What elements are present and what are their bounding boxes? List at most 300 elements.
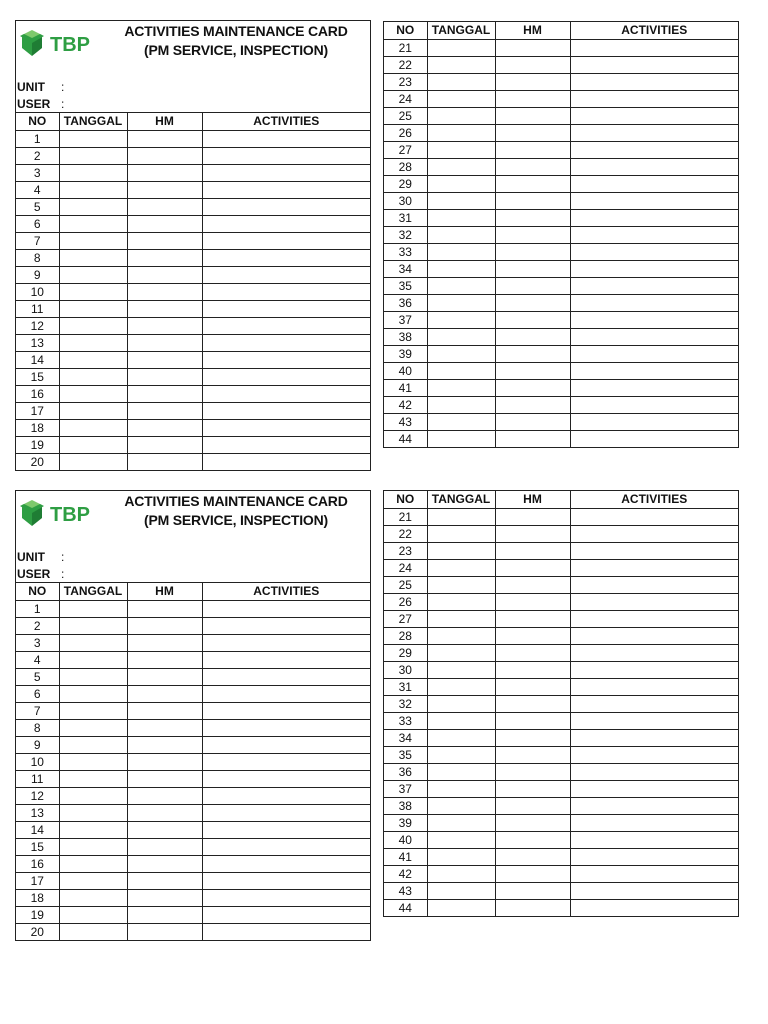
hm-cell[interactable] <box>127 300 202 317</box>
table-row <box>384 610 738 627</box>
tanggal-cell[interactable] <box>59 634 127 651</box>
activities-cell[interactable] <box>202 770 370 787</box>
hm-cell[interactable] <box>127 634 202 651</box>
activities-cell[interactable] <box>202 130 370 147</box>
row-no-cell: 21 <box>384 508 427 525</box>
hm-cell[interactable] <box>495 865 570 882</box>
activities-cell[interactable] <box>570 508 738 525</box>
activities-cell[interactable] <box>570 396 738 413</box>
hm-cell[interactable] <box>495 542 570 559</box>
tanggal-cell[interactable] <box>59 753 127 770</box>
activities-cell[interactable] <box>570 525 738 542</box>
tanggal-cell[interactable] <box>427 328 495 345</box>
activities-cell[interactable] <box>570 56 738 73</box>
tanggal-cell[interactable] <box>59 436 127 453</box>
tanggal-cell[interactable] <box>427 73 495 90</box>
table-row <box>384 277 738 294</box>
activities-cell[interactable] <box>202 889 370 906</box>
tanggal-cell[interactable] <box>427 277 495 294</box>
activities-cell[interactable] <box>570 627 738 644</box>
hm-cell[interactable] <box>127 719 202 736</box>
hm-cell[interactable] <box>127 804 202 821</box>
hm-cell[interactable] <box>495 243 570 260</box>
tanggal-cell[interactable] <box>59 300 127 317</box>
row-no-cell: 44 <box>384 430 427 447</box>
tanggal-cell[interactable] <box>59 617 127 634</box>
activities-cell[interactable] <box>570 328 738 345</box>
table-row <box>384 124 738 141</box>
hm-cell[interactable] <box>127 334 202 351</box>
tanggal-cell[interactable] <box>427 39 495 56</box>
hm-cell[interactable] <box>127 453 202 470</box>
hm-cell[interactable] <box>495 695 570 712</box>
tanggal-cell[interactable] <box>59 906 127 923</box>
activities-cell[interactable] <box>570 610 738 627</box>
hm-cell[interactable] <box>127 215 202 232</box>
hm-cell[interactable] <box>127 164 202 181</box>
tanggal-cell[interactable] <box>427 243 495 260</box>
hm-cell[interactable] <box>127 668 202 685</box>
hm-cell[interactable] <box>127 232 202 249</box>
hm-cell[interactable] <box>495 831 570 848</box>
tanggal-cell[interactable] <box>59 787 127 804</box>
tanggal-cell[interactable] <box>59 402 127 419</box>
tanggal-cell[interactable] <box>427 780 495 797</box>
activities-cell[interactable] <box>570 644 738 661</box>
table-row <box>16 770 370 787</box>
activities-cell[interactable] <box>202 736 370 753</box>
hm-cell[interactable] <box>127 283 202 300</box>
hm-cell[interactable] <box>495 175 570 192</box>
row-no-cell: 16 <box>16 385 59 402</box>
row-no-cell: 26 <box>384 124 427 141</box>
activities-cell[interactable] <box>202 617 370 634</box>
tanggal-cell[interactable] <box>59 855 127 872</box>
activities-cell[interactable] <box>202 249 370 266</box>
hm-cell[interactable] <box>127 821 202 838</box>
tanggal-cell[interactable] <box>427 848 495 865</box>
activities-cell[interactable] <box>570 90 738 107</box>
hm-cell[interactable] <box>495 56 570 73</box>
activities-cell[interactable] <box>202 385 370 402</box>
tanggal-cell[interactable] <box>59 736 127 753</box>
activities-cell[interactable] <box>570 192 738 209</box>
hm-cell[interactable] <box>495 610 570 627</box>
tanggal-cell[interactable] <box>427 746 495 763</box>
hm-cell[interactable] <box>495 678 570 695</box>
activities-cell[interactable] <box>570 124 738 141</box>
tanggal-cell[interactable] <box>59 317 127 334</box>
hm-cell[interactable] <box>127 351 202 368</box>
hm-cell[interactable] <box>127 249 202 266</box>
activities-cell[interactable] <box>202 702 370 719</box>
tanggal-cell[interactable] <box>59 719 127 736</box>
tanggal-cell[interactable] <box>427 124 495 141</box>
hm-cell[interactable] <box>495 362 570 379</box>
activities-cell[interactable] <box>202 419 370 436</box>
hm-cell[interactable] <box>495 90 570 107</box>
hm-cell[interactable] <box>127 181 202 198</box>
hm-cell[interactable] <box>495 294 570 311</box>
tanggal-cell[interactable] <box>427 175 495 192</box>
table-row <box>16 181 370 198</box>
activities-cell[interactable] <box>202 685 370 702</box>
activities-cell[interactable] <box>570 158 738 175</box>
tanggal-cell[interactable] <box>59 804 127 821</box>
row-no-cell: 28 <box>384 158 427 175</box>
tanggal-cell[interactable] <box>427 396 495 413</box>
hm-cell[interactable] <box>495 260 570 277</box>
tanggal-cell[interactable] <box>59 872 127 889</box>
hm-cell[interactable] <box>127 317 202 334</box>
table-header-row <box>16 583 370 600</box>
hm-cell[interactable] <box>495 899 570 916</box>
row-no-cell: 1 <box>16 130 59 147</box>
activities-cell[interactable] <box>202 753 370 770</box>
tanggal-cell[interactable] <box>427 899 495 916</box>
hm-cell[interactable] <box>495 107 570 124</box>
activities-table <box>384 22 738 447</box>
tanggal-cell[interactable] <box>427 559 495 576</box>
hm-cell[interactable] <box>127 838 202 855</box>
tanggal-cell[interactable] <box>427 593 495 610</box>
tanggal-cell[interactable] <box>427 763 495 780</box>
hm-cell[interactable] <box>495 158 570 175</box>
table-row <box>384 243 738 260</box>
tanggal-cell[interactable] <box>59 351 127 368</box>
unit-label: UNIT <box>17 550 45 564</box>
col-no-header: NO <box>384 22 427 39</box>
activities-cell[interactable] <box>202 283 370 300</box>
activities-cell[interactable] <box>570 729 738 746</box>
activities-cell[interactable] <box>570 559 738 576</box>
hm-cell[interactable] <box>495 712 570 729</box>
activities-cell[interactable] <box>202 198 370 215</box>
activities-cell[interactable] <box>570 107 738 124</box>
tanggal-cell[interactable] <box>427 525 495 542</box>
tanggal-cell[interactable] <box>59 685 127 702</box>
activities-cell[interactable] <box>570 780 738 797</box>
tanggal-cell[interactable] <box>427 362 495 379</box>
tanggal-cell[interactable] <box>427 141 495 158</box>
table-row <box>384 362 738 379</box>
activities-cell[interactable] <box>570 277 738 294</box>
activities-cell[interactable] <box>570 763 738 780</box>
tanggal-cell[interactable] <box>427 379 495 396</box>
tanggal-cell[interactable] <box>59 266 127 283</box>
activities-cell[interactable] <box>570 243 738 260</box>
table-row <box>16 617 370 634</box>
table-header-row <box>16 113 370 130</box>
tanggal-cell[interactable] <box>59 232 127 249</box>
tanggal-cell[interactable] <box>427 610 495 627</box>
table-row <box>384 593 738 610</box>
activities-cell[interactable] <box>570 311 738 328</box>
tanggal-cell[interactable] <box>427 831 495 848</box>
activities-cell[interactable] <box>570 226 738 243</box>
tanggal-cell[interactable] <box>427 107 495 124</box>
tanggal-cell[interactable] <box>59 668 127 685</box>
hm-cell[interactable] <box>495 124 570 141</box>
hm-cell[interactable] <box>127 147 202 164</box>
tanggal-cell[interactable] <box>427 882 495 899</box>
activities-cell[interactable] <box>570 209 738 226</box>
activities-cell[interactable] <box>202 634 370 651</box>
activities-cell[interactable] <box>202 651 370 668</box>
tanggal-cell[interactable] <box>427 695 495 712</box>
activities-cell[interactable] <box>202 719 370 736</box>
hm-cell[interactable] <box>495 73 570 90</box>
hm-cell[interactable] <box>495 192 570 209</box>
row-no-cell: 27 <box>384 141 427 158</box>
table-row <box>384 107 738 124</box>
tanggal-cell[interactable] <box>59 249 127 266</box>
activities-cell[interactable] <box>202 453 370 470</box>
hm-cell[interactable] <box>127 402 202 419</box>
tanggal-cell[interactable] <box>427 678 495 695</box>
tanggal-cell[interactable] <box>59 147 127 164</box>
activities-cell[interactable] <box>570 175 738 192</box>
tanggal-cell[interactable] <box>59 821 127 838</box>
activities-cell[interactable] <box>202 872 370 889</box>
tanggal-cell[interactable] <box>59 600 127 617</box>
activities-cell[interactable] <box>202 232 370 249</box>
activities-cell[interactable] <box>202 164 370 181</box>
hm-cell[interactable] <box>495 345 570 362</box>
tanggal-cell[interactable] <box>427 508 495 525</box>
hm-cell[interactable] <box>495 508 570 525</box>
hm-cell[interactable] <box>495 209 570 226</box>
hm-cell[interactable] <box>127 787 202 804</box>
activities-cell[interactable] <box>202 266 370 283</box>
hm-cell[interactable] <box>127 651 202 668</box>
hm-cell[interactable] <box>495 413 570 430</box>
tanggal-cell[interactable] <box>427 661 495 678</box>
hm-cell[interactable] <box>127 436 202 453</box>
tanggal-cell[interactable] <box>59 164 127 181</box>
tanggal-cell[interactable] <box>59 334 127 351</box>
hm-cell[interactable] <box>495 430 570 447</box>
activities-cell[interactable] <box>202 668 370 685</box>
activities-cell[interactable] <box>202 300 370 317</box>
activities-cell[interactable] <box>202 787 370 804</box>
activities-cell[interactable] <box>570 831 738 848</box>
activities-cell[interactable] <box>202 804 370 821</box>
tanggal-cell[interactable] <box>427 797 495 814</box>
tanggal-cell[interactable] <box>427 576 495 593</box>
tanggal-cell[interactable] <box>59 651 127 668</box>
activities-cell[interactable] <box>570 882 738 899</box>
activities-cell[interactable] <box>570 576 738 593</box>
tanggal-cell[interactable] <box>59 889 127 906</box>
activities-cell[interactable] <box>202 600 370 617</box>
table-row <box>384 56 738 73</box>
activities-cell[interactable] <box>570 141 738 158</box>
tanggal-cell[interactable] <box>427 226 495 243</box>
row-no-cell: 29 <box>384 175 427 192</box>
tanggal-cell[interactable] <box>427 814 495 831</box>
tanggal-cell[interactable] <box>427 413 495 430</box>
activities-cell[interactable] <box>570 678 738 695</box>
activities-cell[interactable] <box>202 838 370 855</box>
table-row <box>16 736 370 753</box>
tanggal-cell[interactable] <box>59 130 127 147</box>
maintenance-card-top-left <box>15 20 371 471</box>
hm-cell[interactable] <box>127 736 202 753</box>
row-no-cell: 43 <box>384 413 427 430</box>
tanggal-cell[interactable] <box>59 838 127 855</box>
tanggal-cell[interactable] <box>427 56 495 73</box>
hm-cell[interactable] <box>495 848 570 865</box>
tanggal-cell[interactable] <box>59 453 127 470</box>
hm-cell[interactable] <box>127 266 202 283</box>
activities-cell[interactable] <box>570 712 738 729</box>
tanggal-cell[interactable] <box>427 158 495 175</box>
hm-cell[interactable] <box>495 576 570 593</box>
activities-cell[interactable] <box>202 923 370 940</box>
activities-cell[interactable] <box>570 865 738 882</box>
activities-cell[interactable] <box>570 73 738 90</box>
hm-cell[interactable] <box>127 753 202 770</box>
hm-cell[interactable] <box>127 385 202 402</box>
hm-cell[interactable] <box>127 770 202 787</box>
tanggal-cell[interactable] <box>59 368 127 385</box>
activities-cell[interactable] <box>570 848 738 865</box>
tanggal-cell[interactable] <box>427 712 495 729</box>
activities-cell[interactable] <box>202 402 370 419</box>
activities-cell[interactable] <box>202 368 370 385</box>
activities-cell[interactable] <box>202 181 370 198</box>
activities-cell[interactable] <box>570 294 738 311</box>
tanggal-cell[interactable] <box>59 419 127 436</box>
tanggal-cell[interactable] <box>59 702 127 719</box>
activities-cell[interactable] <box>202 147 370 164</box>
activities-cell[interactable] <box>570 260 738 277</box>
activities-cell[interactable] <box>202 906 370 923</box>
hm-cell[interactable] <box>127 702 202 719</box>
activities-cell[interactable] <box>202 334 370 351</box>
table-row <box>16 855 370 872</box>
hm-cell[interactable] <box>495 593 570 610</box>
tanggal-cell[interactable] <box>427 865 495 882</box>
tanggal-cell[interactable] <box>427 260 495 277</box>
tanggal-cell[interactable] <box>427 294 495 311</box>
tanggal-cell[interactable] <box>59 181 127 198</box>
table-row <box>384 848 738 865</box>
hm-cell[interactable] <box>495 763 570 780</box>
hm-cell[interactable] <box>127 368 202 385</box>
hm-cell[interactable] <box>127 617 202 634</box>
user-label: USER <box>17 567 51 581</box>
hm-cell[interactable] <box>495 882 570 899</box>
activities-cell[interactable] <box>570 379 738 396</box>
hm-cell[interactable] <box>495 226 570 243</box>
tanggal-cell[interactable] <box>59 923 127 940</box>
hm-cell[interactable] <box>127 685 202 702</box>
tanggal-cell[interactable] <box>427 209 495 226</box>
tanggal-cell[interactable] <box>59 215 127 232</box>
hm-cell[interactable] <box>127 600 202 617</box>
hm-cell[interactable] <box>127 198 202 215</box>
row-no-cell: 30 <box>384 661 427 678</box>
hm-cell[interactable] <box>495 525 570 542</box>
activities-cell[interactable] <box>202 821 370 838</box>
tanggal-cell[interactable] <box>59 283 127 300</box>
activities-cell[interactable] <box>570 814 738 831</box>
hm-cell[interactable] <box>495 780 570 797</box>
activities-cell[interactable] <box>570 542 738 559</box>
hm-cell[interactable] <box>495 379 570 396</box>
hm-cell[interactable] <box>495 729 570 746</box>
tanggal-cell[interactable] <box>427 729 495 746</box>
tanggal-cell[interactable] <box>427 345 495 362</box>
tanggal-cell[interactable] <box>427 644 495 661</box>
table-header-row <box>384 491 738 508</box>
activities-cell[interactable] <box>570 746 738 763</box>
tanggal-cell[interactable] <box>427 542 495 559</box>
tanggal-cell[interactable] <box>427 90 495 107</box>
activities-cell[interactable] <box>202 436 370 453</box>
activities-cell[interactable] <box>570 345 738 362</box>
hm-cell[interactable] <box>495 559 570 576</box>
activities-cell[interactable] <box>570 797 738 814</box>
hm-cell[interactable] <box>495 644 570 661</box>
tanggal-cell[interactable] <box>427 311 495 328</box>
activities-cell[interactable] <box>202 855 370 872</box>
hm-cell[interactable] <box>495 39 570 56</box>
activities-cell[interactable] <box>570 39 738 56</box>
hm-cell[interactable] <box>127 855 202 872</box>
hm-cell[interactable] <box>495 746 570 763</box>
hm-cell[interactable] <box>495 311 570 328</box>
activities-cell[interactable] <box>202 215 370 232</box>
hm-cell[interactable] <box>495 661 570 678</box>
tanggal-cell[interactable] <box>59 770 127 787</box>
activities-cell[interactable] <box>570 413 738 430</box>
activities-cell[interactable] <box>202 317 370 334</box>
hm-cell[interactable] <box>495 328 570 345</box>
hm-cell[interactable] <box>495 627 570 644</box>
tanggal-cell[interactable] <box>59 385 127 402</box>
row-no-cell: 19 <box>16 436 59 453</box>
hm-cell[interactable] <box>127 419 202 436</box>
hm-cell[interactable] <box>127 923 202 940</box>
activities-cell[interactable] <box>570 899 738 916</box>
hm-cell[interactable] <box>495 797 570 814</box>
tanggal-cell[interactable] <box>427 430 495 447</box>
activities-cell[interactable] <box>570 661 738 678</box>
hm-cell[interactable] <box>495 814 570 831</box>
activities-cell[interactable] <box>570 695 738 712</box>
hm-cell[interactable] <box>495 141 570 158</box>
table-row <box>384 576 738 593</box>
tanggal-cell[interactable] <box>427 192 495 209</box>
tanggal-cell[interactable] <box>59 198 127 215</box>
hm-cell[interactable] <box>127 130 202 147</box>
card-title-line1: ACTIVITIES MAINTENANCE CARD <box>124 493 348 509</box>
tanggal-cell[interactable] <box>427 627 495 644</box>
activities-cell[interactable] <box>570 362 738 379</box>
activities-cell[interactable] <box>570 430 738 447</box>
hm-cell[interactable] <box>127 906 202 923</box>
hm-cell[interactable] <box>127 889 202 906</box>
row-no-cell: 40 <box>384 362 427 379</box>
activities-cell[interactable] <box>202 351 370 368</box>
activities-cell[interactable] <box>570 593 738 610</box>
hm-cell[interactable] <box>495 396 570 413</box>
hm-cell[interactable] <box>127 872 202 889</box>
hm-cell[interactable] <box>495 277 570 294</box>
